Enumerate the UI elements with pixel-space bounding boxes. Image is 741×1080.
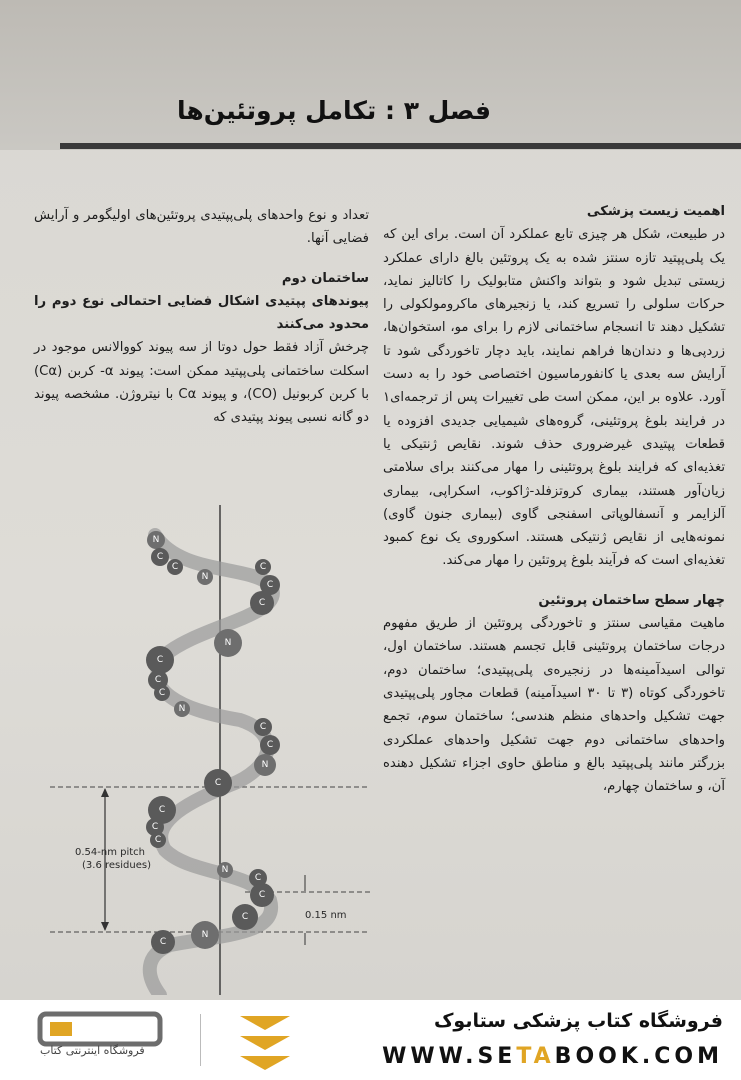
paragraph-rotation: چرخش آزاد فقط حول دوتا از سه پیوند کووالانس موجود در اسکلت ساختمانی پلی‌پپتید ممکن است: پیوند α- کربن (Cα) با کربن کربونیل (CO)، و پیوند Cα با نیتروژن. مشخصه پیوند دو گانه نسبی پیوند پپتیدی که <box>34 340 369 426</box>
svg-text:N: N <box>201 930 209 940</box>
pitch-residues-label: (3.6 residues) <box>82 860 151 871</box>
left-column <box>34 204 369 430</box>
chapter-header-band <box>0 0 741 150</box>
svg-text:N: N <box>261 760 269 770</box>
svg-text:C: C <box>156 655 164 665</box>
svg-text:N: N <box>221 865 229 875</box>
header-rule <box>60 143 741 149</box>
svg-text:N: N <box>224 638 232 648</box>
svg-text:C: C <box>254 873 262 883</box>
alpha-helix-figure <box>50 505 370 995</box>
svg-text:C: C <box>158 805 166 815</box>
section-heading-biomedical: اهمیت زیست پزشکی <box>586 204 725 219</box>
paragraph-oligomer: تعداد و نوع واحدهای پلی‌پپتیدی پروتئین‌های اولیگومر و آرایش فضایی آنها. <box>34 208 369 247</box>
svg-text:C: C <box>241 912 249 922</box>
svg-text:N: N <box>152 535 160 545</box>
svg-text:C: C <box>258 598 266 608</box>
url-accent: TA <box>516 1044 555 1069</box>
svg-text:N: N <box>178 704 186 714</box>
svg-text:C: C <box>159 937 167 947</box>
svg-text:C: C <box>154 835 162 845</box>
section-heading-secondary: ساختمان دوم <box>281 270 369 286</box>
svg-text:C: C <box>171 562 179 572</box>
store-banner <box>0 1000 741 1080</box>
shop-url[interactable] <box>382 1044 723 1069</box>
url-prefix: WWW.SE <box>382 1044 517 1069</box>
svg-text:C: C <box>156 552 164 562</box>
svg-text:C: C <box>151 822 159 832</box>
svg-text:C: C <box>258 890 266 900</box>
svg-text:C: C <box>214 778 222 788</box>
logo-divider <box>200 1014 201 1066</box>
logo-tagline: فروشگاه اینترنتی کتاب <box>40 1044 145 1057</box>
svg-text:C: C <box>266 580 274 590</box>
right-column <box>383 200 725 798</box>
url-suffix: BOOK.COM <box>554 1044 723 1069</box>
paragraph-biomedical: در طبیعت، شکل هر چیزی تابع عملکرد آن است. برای این که یک پلی‌پپتید تازه سنتز شده به یک پروتئین بالغ دارای عملکرد زیستی تبدیل شود و بتواند واکنش متابولیک را کاتالیز نماید، حرکات سلولی را تسریع کند، یا زنجیرهای ماکرومولکولی را تشکیل دهند تا انسجام ساختمانی لازم را برای مو، استخوان‌ها، زردپی‌ها و دندان‌ها فراهم نمایند، باید دچار تاخوردگی شود تا آرایش سه بعدی یا کانفورماسیون اختصاصی خود را به دست آورد. علاوه بر این، ممکن است طی تغییرات پس از ترجمه‌ای۱ در فرایند بلوغ پروتئینی، گروه‌های شیمیایی جدیدی افزوده یا قطعات پپتیدی غیرضروری حذف شوند. نقایص ژنتیکی یا تغذیه‌ای که فرایند بلوغ پروتئینی را مهار می‌کنند برای سلامتی زیان‌آور هستند، بیماری کروتزفلد-ژاکوب، اسکراپی، بیماری آلزایمر و آنسفالوپاتی اسفنجی گاوی (بیماری جنون گاوی) نمونه‌هایی از نقایص ژنتیکی هستند. اسکوروی یک نوع کمبود تغذیه‌ای است که فرآیند بلوغ پروتئین را مهار می‌کند. <box>383 227 725 569</box>
svg-text:C: C <box>266 740 274 750</box>
paragraph-four-levels: ماهیت مقیاسی سنتز و تاخوردگی پروتئین از طریق مفهوم درجات ساختمان پروتئینی قابل تجسم هستند. ساختمان اول، توالی اسیدآمینه‌ها در زنجیره‌ی پلی‌پپتیدی؛ ساختمان دوم، تاخوردگی کوتاه (۳ تا ۳۰ اسیدآمینه) قطعات مجاور پلی‌پپتیدی جهت تشکیل واحدهای منظم هندسی؛ ساختمان سوم، تجمع واحدهای ساختمانی دوم جهت تشکیل واحدهای عملکردی بزرگتر مانند پلی‌پپتید بالغ و مناطق حاوی اجزاء تشکیل دهنده آن، و ساختمان چهارم، <box>383 616 725 795</box>
svg-text:C: C <box>259 562 267 572</box>
svg-text:N: N <box>201 572 209 582</box>
alpha-helix-diagram <box>50 505 370 995</box>
section-heading-four-levels: چهار سطح ساختمان پروتئین <box>538 592 725 608</box>
rise-label: 0.15 nm <box>305 910 347 921</box>
chapter-title: فصل ۳ : تکامل پروتئین‌ها <box>176 96 491 125</box>
setabook-logo <box>30 1008 300 1074</box>
svg-text:C: C <box>259 722 267 732</box>
subheading-peptide-bonds: پیوندهای پپتیدی اشکال فضایی احتمالی نوع دوم را محدود می‌کنند <box>34 293 369 333</box>
shop-name: فروشگاه کتاب پزشکی ستابوک <box>433 1010 723 1032</box>
svg-text:C: C <box>154 675 162 685</box>
pitch-label: 0.54-nm pitch <box>75 847 146 858</box>
svg-text:C: C <box>158 688 166 698</box>
